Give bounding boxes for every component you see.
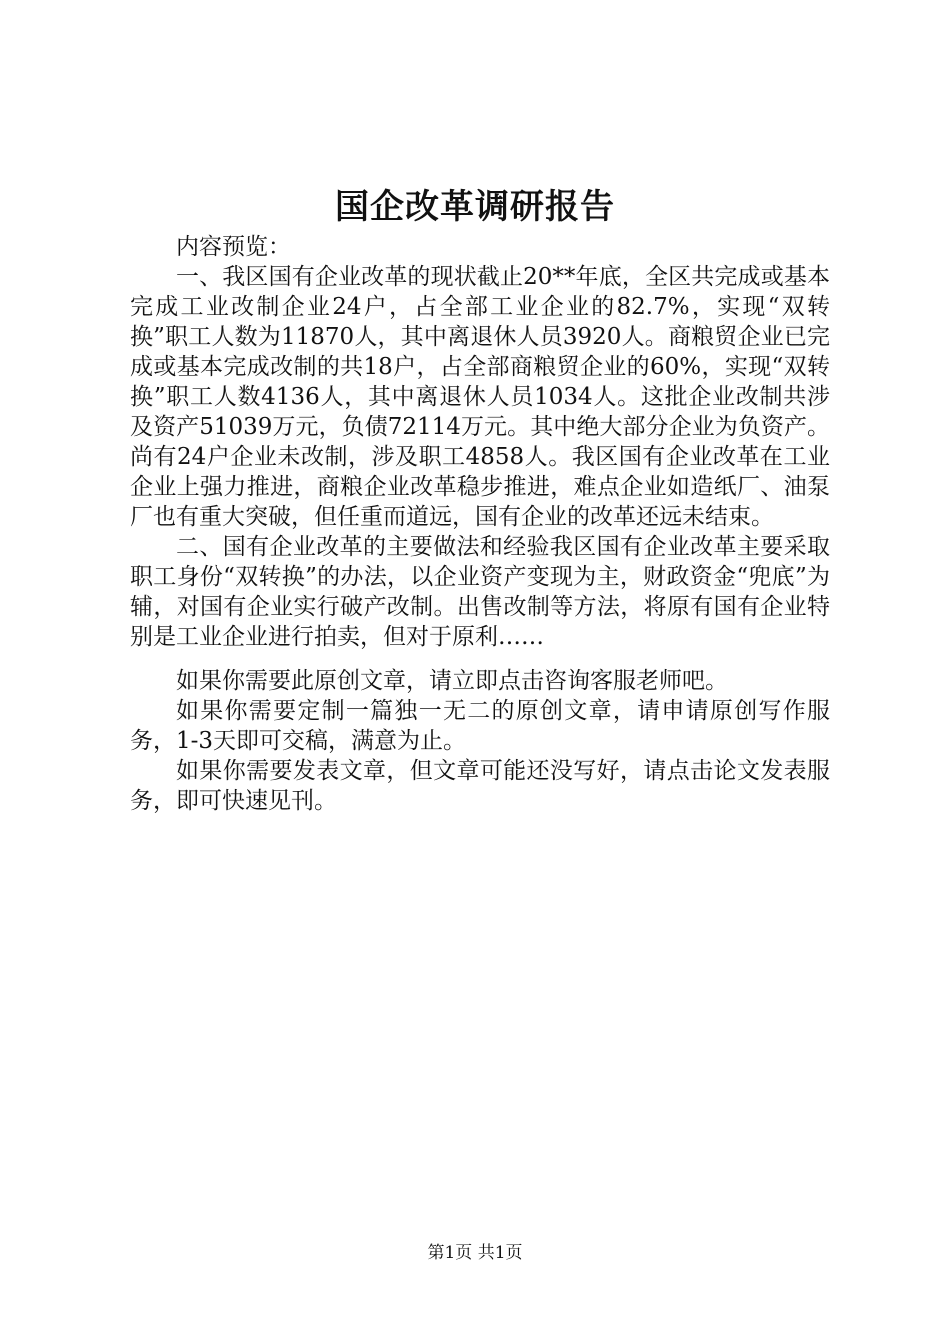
document-title: 国企改革调研报告 <box>335 187 615 227</box>
notice-custom-writing-link[interactable]: 如果你需要定制一篇独一无二的原创文章，请申请原创写作服务，1-3天即可交稿，满意为止。 <box>130 698 830 754</box>
preview-label: 内容预览： <box>176 234 291 260</box>
paragraph-methods-experience: 二、国有企业改革的主要做法和经验我区国有企业改革主要采取职工身份“双转换”的办法，以企业资产变现为主，财政资金“兜底”为辅，对国有企业实行破产改制。出售改制等方法，将原有国有企业特别是工业企业进行拍卖，但对于原利…… <box>130 534 830 650</box>
notice-consult-link[interactable]: 如果你需要此原创文章，请立即点击咨询客服老师吧。 <box>176 668 728 694</box>
paragraph-current-status: 一、我区国有企业改革的现状截止20**年底，全区共完成或基本完成工业改制企业24户，占全部工业企业的82.7%，实现“双转换”职工人数为11870人，其中离退休人员3920人。商粮贸企业已完成或基本完成改制的共18户，占全部商粮贸企业的60%，实现“双转换”职工人数4136人，其中离退休人员1034人。这批企业改制共涉及资产51039万元，负债72114万元。其中绝大部分企业为负资产。尚有24户企业未改制，涉及职工4858人。我区国有企业改革在工业企业上强力推进，商粮企业改革稳步推进，难点企业如造纸厂、油泵厂也有重大突破，但任重而道远，国有企业的改革还远未结束。 <box>130 264 830 530</box>
document-body <box>130 232 830 816</box>
notice-publish-service-link[interactable]: 如果你需要发表文章，但文章可能还没写好，请点击论文发表服务，即可快速见刊。 <box>130 758 830 814</box>
page-footer: 第1页 共1页 <box>427 1243 523 1263</box>
section-gap <box>130 652 830 666</box>
